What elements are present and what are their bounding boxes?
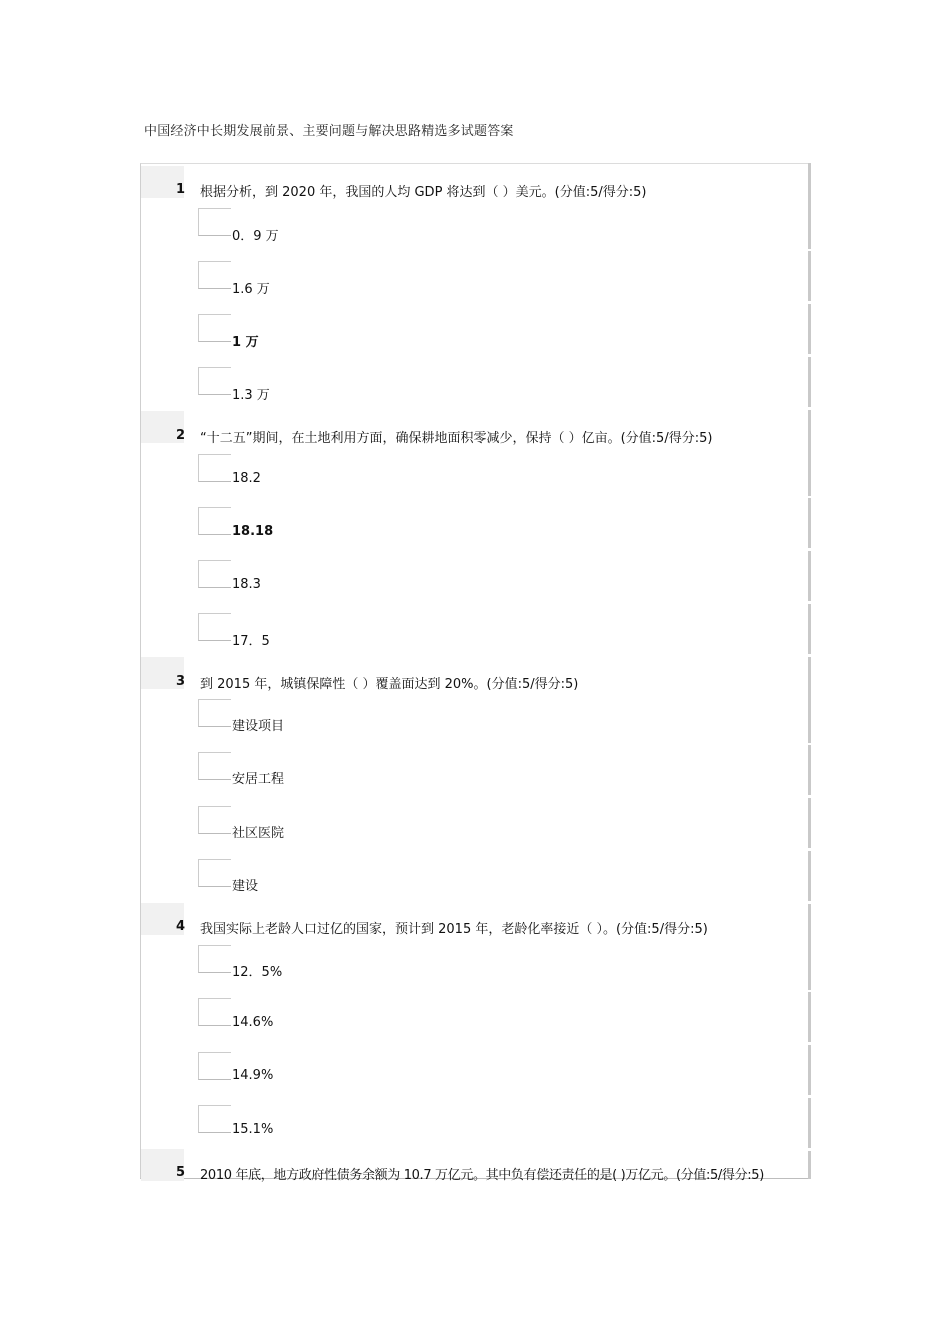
option-label: 12．5% — [232, 965, 283, 980]
question-number: 2 — [175, 428, 185, 443]
option-label: 18.2 — [232, 471, 261, 486]
question-text: 到 2015 年，城镇保障性（ ）覆盖面达到 20%。(分值:5/得分:5) — [200, 677, 579, 692]
option-checkbox[interactable] — [198, 699, 231, 727]
option-label: 0．9 万 — [232, 229, 279, 244]
option-label: 1 万 — [232, 335, 259, 350]
option-label: 14.9% — [232, 1068, 274, 1083]
option-checkbox[interactable] — [198, 1105, 231, 1133]
question-number: 1 — [175, 182, 185, 197]
option-checkbox[interactable] — [198, 314, 231, 342]
option-checkbox[interactable] — [198, 945, 231, 973]
document-title: 中国经济中长期发展前景、主要问题与解决思路精选多试题答案 — [144, 124, 514, 139]
option-checkbox[interactable] — [198, 806, 231, 834]
option-checkbox[interactable] — [198, 1052, 231, 1080]
option-checkbox[interactable] — [198, 507, 231, 535]
option-label: 建设 — [232, 879, 259, 894]
option-label: 安居工程 — [232, 772, 285, 787]
option-checkbox[interactable] — [198, 859, 231, 887]
question-text: “十二五”期间，在土地利用方面，确保耕地面积零减少，保持（ ）亿亩。(分值:5/得分:5) — [200, 431, 713, 446]
option-checkbox[interactable] — [198, 998, 231, 1026]
option-label: 15.1% — [232, 1122, 274, 1137]
question-text: 根据分析，到 2020 年，我国的人均 GDP 将达到（ ）美元。(分值:5/得分:5) — [200, 185, 647, 200]
question-text: 我国实际上老龄人口过亿的国家，预计到 2015 年，老龄化率接近（ ）。(分值:5/得分:5) — [200, 922, 708, 937]
option-label: 14.6% — [232, 1015, 274, 1030]
option-checkbox[interactable] — [198, 208, 231, 236]
option-checkbox[interactable] — [198, 613, 231, 641]
option-checkbox[interactable] — [198, 367, 231, 395]
option-label: 17．5 — [232, 634, 270, 649]
question-number: 5 — [175, 1165, 185, 1180]
option-label: 建设项目 — [232, 719, 285, 734]
question-text: 2010 年底，地方政府性债务余额为 10.7 万亿元。其中负有偿还责任的是( )万亿元。(分值:5/得分:5) — [200, 1168, 764, 1183]
option-label: 18.3 — [232, 577, 261, 592]
option-label: 1.6 万 — [232, 282, 270, 297]
option-label: 18.18 — [232, 524, 274, 539]
option-checkbox[interactable] — [198, 454, 231, 482]
quiz-frame-right-edge — [808, 163, 811, 1179]
option-label: 1.3 万 — [232, 388, 270, 403]
option-label: 社区医院 — [232, 826, 285, 841]
question-number: 3 — [175, 674, 185, 689]
option-checkbox[interactable] — [198, 752, 231, 780]
option-checkbox[interactable] — [198, 261, 231, 289]
option-checkbox[interactable] — [198, 560, 231, 588]
question-number: 4 — [175, 919, 185, 934]
